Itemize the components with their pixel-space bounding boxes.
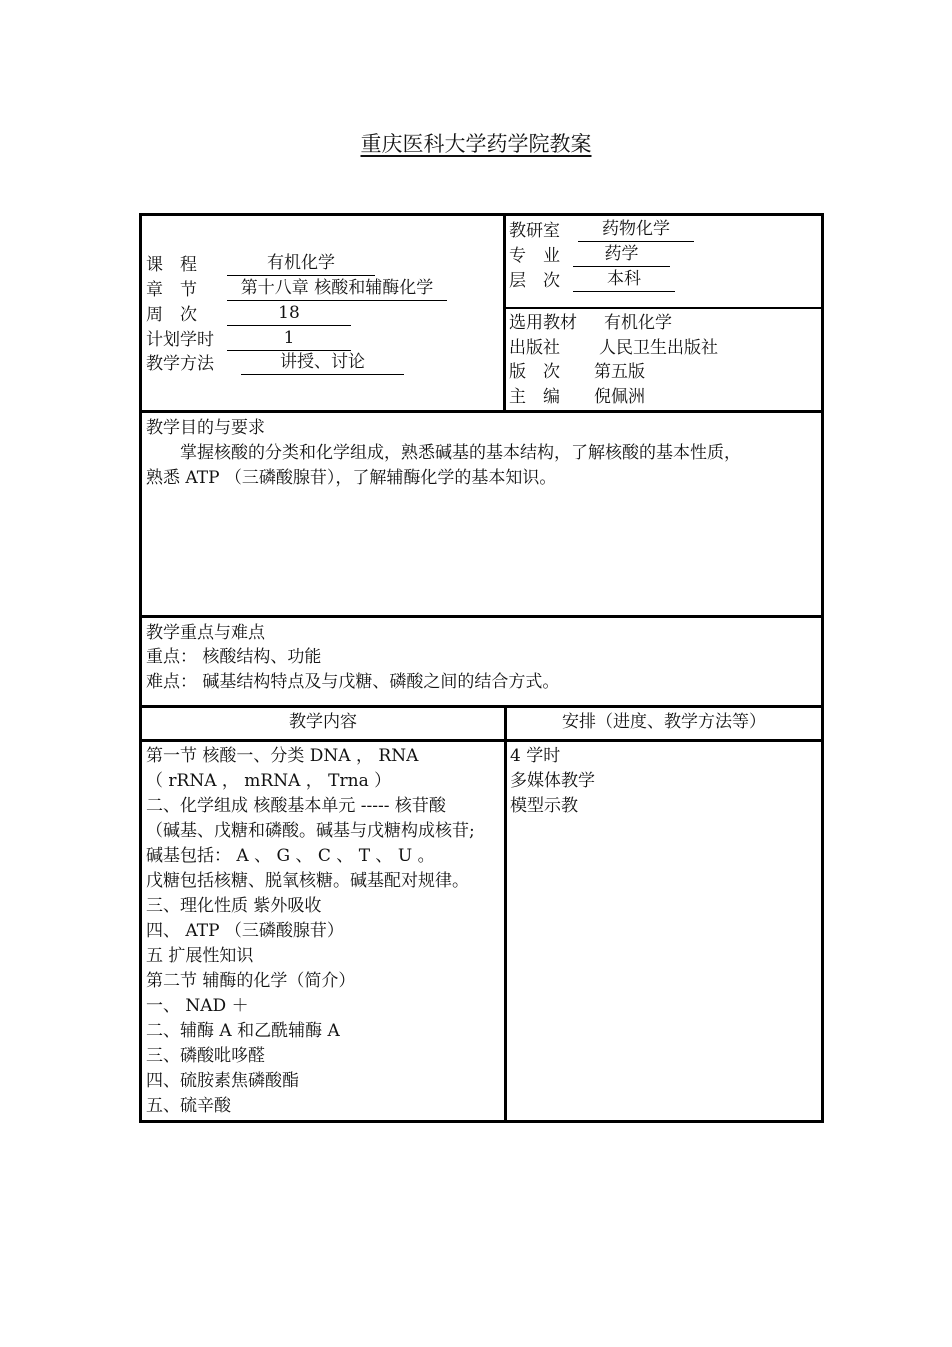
- hours-value: 1: [227, 327, 351, 351]
- keypoints-heading: 教学重点与难点: [146, 623, 265, 643]
- edition-label: 版 次: [509, 362, 560, 382]
- arrangement-line: 模型示教: [510, 796, 578, 816]
- content-line: 第一节 核酸一、分类 DNA ， RNA: [146, 746, 419, 766]
- dept-label: 教研室: [509, 221, 560, 241]
- level-label: 层 次: [509, 271, 560, 291]
- major-value: 药学: [573, 243, 670, 267]
- course-value: 有机化学: [227, 252, 375, 276]
- editor-label: 主 编: [509, 387, 560, 407]
- textbook-label: 选用教材: [509, 313, 577, 333]
- content-line: （碱基、戊糖和磷酸。碱基与戊糖构成核苷;: [146, 821, 475, 841]
- dept-value: 药物化学: [578, 218, 694, 242]
- content-line: 五 扩展性知识: [146, 946, 254, 966]
- edition-value: 第五版: [594, 362, 645, 382]
- chapter-label: 章 节: [146, 280, 197, 300]
- level-value: 本科: [573, 268, 675, 292]
- page-title: 重庆医科大学药学院教案: [360, 132, 592, 156]
- objectives-heading: 教学目的与要求: [146, 418, 265, 438]
- content-line: 一、 NAD ＋: [146, 996, 249, 1016]
- content-line: 四、硫胺素焦磷酸酯: [146, 1071, 299, 1091]
- content-line: 三、磷酸吡哆醛: [146, 1046, 265, 1066]
- textbook-value: 有机化学: [604, 313, 672, 333]
- hours-label: 计划学时: [146, 330, 214, 350]
- course-label: 课 程: [146, 255, 197, 275]
- content-column-header: 教学内容: [289, 712, 357, 732]
- publisher-value: 人民卫生出版社: [599, 338, 718, 358]
- week-value: 18: [227, 302, 351, 326]
- content-line: 三、理化性质 紫外吸收: [146, 896, 322, 916]
- chapter-value: 第十八章 核酸和辅酶化学: [227, 277, 447, 301]
- content-line: 四、 ATP （三磷酸腺苷）: [146, 921, 344, 941]
- week-label: 周 次: [146, 305, 197, 325]
- content-line: 二、化学组成 核酸基本单元 ----- 核苷酸: [146, 796, 446, 816]
- objectives-line-1: 掌握核酸的分类和化学组成，熟悉碱基的基本结构，了解核酸的基本性质，: [146, 443, 741, 463]
- method-value: 讲授、讨论: [241, 351, 404, 375]
- content-line: 五、硫辛酸: [146, 1096, 231, 1116]
- content-line: （ rRNA ， mRNA ， Trna ）: [146, 771, 392, 791]
- content-line: 戊糖包括核糖、脱氧核糖。碱基配对规律。: [146, 871, 469, 891]
- content-line: 二、辅酶 A 和乙酰辅酶 A: [146, 1021, 340, 1041]
- content-line: 第二节 辅酶的化学（简介）: [146, 971, 356, 991]
- content-line: 碱基包括： A 、 G 、 C 、 T 、 U 。: [146, 846, 435, 866]
- objectives-line-2: 熟悉 ATP （三磷酸腺苷），了解辅酶化学的基本知识。: [146, 468, 557, 488]
- arrangement-line: 多媒体教学: [510, 771, 595, 791]
- difficulty-text: 难点： 碱基结构特点及与戊糖、磷酸之间的结合方式。: [146, 672, 560, 692]
- method-label: 教学方法: [146, 354, 214, 374]
- arrangement-column-header: 安排（进度、教学方法等）: [562, 712, 766, 732]
- major-label: 专 业: [509, 246, 560, 266]
- editor-value: 倪佩洲: [594, 387, 645, 407]
- publisher-label: 出版社: [509, 338, 560, 358]
- focus-text: 重点： 核酸结构、功能: [146, 647, 322, 667]
- arrangement-line: 4 学时: [510, 746, 561, 766]
